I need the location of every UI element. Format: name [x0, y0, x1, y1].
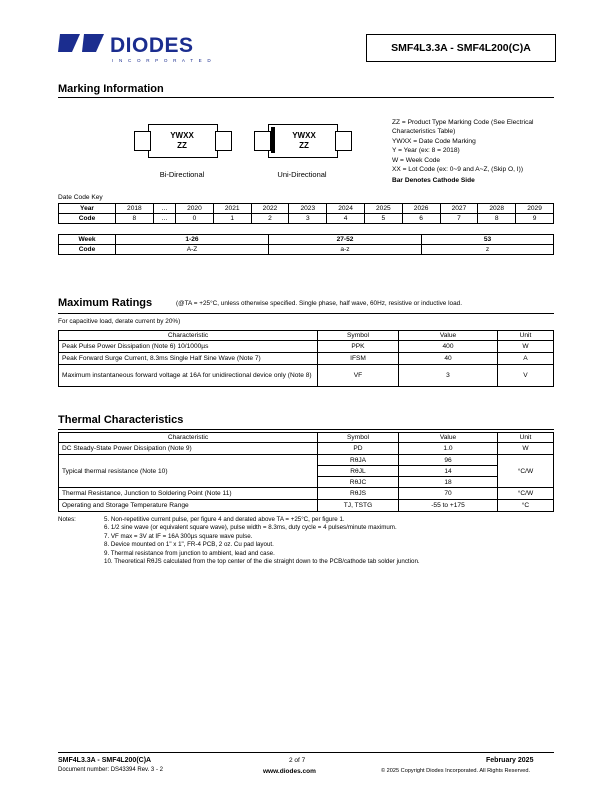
unidir-lead-left [254, 131, 271, 151]
table-row [59, 353, 554, 365]
mr-val-0: 400 [399, 341, 498, 353]
year-code-cell-8: 6 [402, 214, 440, 224]
mr-val-1: 40 [399, 353, 498, 365]
year-cell-10: 2028 [478, 204, 516, 214]
th-sym-2: RθJL [318, 466, 399, 477]
th-unit-4: °C/W [498, 488, 554, 500]
year-code-cell-5: 3 [289, 214, 327, 224]
mr-unit-2: V [498, 365, 554, 387]
th-char-0: DC Steady-State Power Dissipation (Note 9) [59, 443, 318, 455]
year-cell-3: 2021 [213, 204, 251, 214]
logo-subtext: I N C O R P O R A T E D [112, 58, 213, 63]
unidir-lead-right [335, 131, 352, 151]
unidir-mark-line2: ZZ [299, 141, 309, 150]
year-cell-4: 2022 [251, 204, 289, 214]
legend-line-0: ZZ = Product Type Marking Code (See Electrical [392, 119, 534, 126]
table-row-year [59, 204, 554, 214]
marking-legend [392, 118, 572, 186]
unidir-caption: Uni-Directional [277, 170, 327, 179]
table-header-row [59, 331, 554, 341]
mr-char-2: Maximum instantaneous forward voltage at 16A for unidirectional device only (Note 8) [59, 365, 318, 387]
th-sym-1: RθJA [318, 455, 399, 466]
thermal-table [58, 432, 554, 512]
footer-copyright: © 2025 Copyright Diodes Incorporated. All Rights Reserved. [381, 768, 531, 774]
week-row-label: Week [59, 235, 116, 245]
table-row [59, 500, 554, 512]
year-cell-9: 2027 [440, 204, 478, 214]
year-code-cell-2: 0 [176, 214, 214, 224]
mr-unit-1: A [498, 353, 554, 365]
footer-document-number: Document number: DS43394 Rev. 3 - 2 [58, 767, 163, 773]
week-code-cell-0: A-Z [116, 245, 269, 255]
table-row [59, 488, 554, 500]
note-item: 8. Device mounted on 1" x 1", FR-4 PCB, 2 oz. Cu pad layout. [104, 541, 274, 549]
year-cell-1: … [153, 204, 175, 214]
date-code-key-label: Date Code Key [58, 194, 103, 201]
mr-char-0: Peak Pulse Power Dissipation (Note 6) 10/1000µs [59, 341, 318, 353]
year-code-cell-1: … [153, 214, 175, 224]
th-header-0: Characteristic [59, 433, 318, 443]
year-cell-0: 2018 [116, 204, 154, 214]
th-char-1: Typical thermal resistance (Note 10) [59, 455, 318, 488]
note-item: 5. Non-repetitive current pulse, per figure 4 and derated above TA = +25°C, per figure 1. [104, 516, 345, 523]
legend-line-1: Characteristics Table) [392, 128, 456, 136]
year-cell-2: 2020 [176, 204, 214, 214]
year-cell-8: 2026 [402, 204, 440, 214]
table-row-week-code [59, 245, 554, 255]
part-number-text: SMF4L3.3A - SMF4L200(C)A [391, 42, 531, 54]
th-char-5: Operating and Storage Temperature Range [59, 500, 318, 512]
logo-wordmark: DIODES [110, 34, 194, 57]
mr-sym-1: IFSM [318, 353, 399, 365]
th-sym-4: RθJS [318, 488, 399, 500]
mr-header-0: Characteristic [59, 331, 318, 341]
footer-divider [58, 752, 554, 753]
mr-header-2: Value [399, 331, 498, 341]
week-cell-2: 53 [422, 235, 554, 245]
unidir-mark-line1: YWXX [292, 131, 316, 140]
table-row [59, 455, 554, 466]
mr-unit-0: W [498, 341, 554, 353]
bidir-caption: Bi-Directional [159, 170, 205, 179]
th-val-0: 1.0 [399, 443, 498, 455]
th-header-3: Unit [498, 433, 554, 443]
year-code-row-label: Code [59, 214, 116, 224]
max-ratings-condition: (@TA = +25°C, unless otherwise specified. Single phase, half wave, 60Hz, resistive or inductive load. [176, 300, 462, 307]
th-val-4: 70 [399, 488, 498, 500]
table-row-week [59, 235, 554, 245]
th-unit-0: W [498, 443, 554, 455]
logo-text-block [58, 34, 218, 63]
footer-part-range: SMF4L3.3A - SMF4L200(C)A [58, 757, 152, 764]
th-unit-5: °C [498, 500, 554, 512]
legend-line-4: W = Week Code [392, 156, 441, 164]
year-code-cell-7: 5 [364, 214, 402, 224]
bidir-mark-line1: YWXX [170, 131, 194, 140]
table-header-row [59, 433, 554, 443]
year-code-cell-10: 8 [478, 214, 516, 224]
year-cell-5: 2023 [289, 204, 327, 214]
th-header-2: Value [399, 433, 498, 443]
footer-website[interactable]: www.diodes.com [263, 768, 316, 775]
th-char-4: Thermal Resistance, Junction to Soldering Point (Note 11) [59, 488, 318, 500]
mr-val-2: 3 [399, 365, 498, 387]
week-code-cell-2: z [422, 245, 554, 255]
table-row-year-code [59, 214, 554, 224]
mr-sym-0: PPK [318, 341, 399, 353]
year-code-table [58, 203, 554, 224]
week-cell-1: 27-52 [269, 235, 422, 245]
table-row [59, 341, 554, 353]
note-item: 7. VF max = 3V at IF = 16A 300µs square wave pulse. [104, 532, 253, 540]
th-unit-1: °C/W [498, 455, 554, 488]
year-code-cell-11: 9 [516, 214, 554, 224]
year-code-cell-6: 4 [327, 214, 365, 224]
year-row-label: Year [59, 204, 116, 214]
week-code-table [58, 234, 554, 255]
divider-marking [58, 97, 554, 98]
th-val-1: 96 [399, 455, 498, 466]
footer-date: February 2025 [486, 757, 534, 764]
note-item: 9. Thermal resistance from junction to ambient, lead and case. [104, 549, 275, 557]
legend-line-2: YWXX = Date Code Marking [392, 137, 476, 145]
year-code-cell-3: 1 [213, 214, 251, 224]
legend-line-3: Y = Year (ex: 8 = 2018) [392, 147, 460, 155]
part-number-box [366, 34, 556, 62]
week-code-cell-1: a-z [269, 245, 422, 255]
th-header-1: Symbol [318, 433, 399, 443]
year-cell-11: 2029 [516, 204, 554, 214]
year-code-cell-0: 8 [116, 214, 154, 224]
divider-thermal [58, 429, 554, 430]
year-cell-6: 2024 [327, 204, 365, 214]
max-ratings-table [58, 330, 554, 387]
year-cell-7: 2025 [364, 204, 402, 214]
notes-label: Notes: [58, 516, 76, 523]
week-cell-0: 1-26 [116, 235, 269, 245]
table-row [59, 443, 554, 455]
th-sym-3: RθJC [318, 477, 399, 488]
footer-page-number: 2 of 7 [289, 757, 306, 764]
section-title-marking: Marking Information [58, 83, 164, 95]
legend-line-5: XX = Lot Code (ex: 0~9 and A~Z, (Skip O, I)) [392, 166, 524, 174]
notes-list [104, 516, 554, 566]
th-sym-0: PD [318, 443, 399, 455]
mr-header-1: Symbol [318, 331, 399, 341]
year-code-cell-4: 2 [251, 214, 289, 224]
year-code-cell-9: 7 [440, 214, 478, 224]
bidir-mark-line2: ZZ [177, 141, 187, 150]
mr-char-1: Peak Forward Surge Current, 8.3ms Single Half Sine Wave (Note 7) [59, 353, 318, 365]
legend-cathode-note: Bar Denotes Cathode Side [392, 177, 475, 185]
th-val-3: 18 [399, 477, 498, 488]
section-title-thermal: Thermal Characteristics [58, 414, 184, 426]
table-row [59, 365, 554, 387]
note-item: 10. Theoretical RθJS calculated from the top center of the die straight down to the PCB/cathode tab solder junction. [104, 558, 420, 566]
week-code-row-label: Code [59, 245, 116, 255]
th-val-5: -55 to +175 [399, 500, 498, 512]
th-sym-5: TJ, TSTG [318, 500, 399, 512]
divider-max-ratings [58, 313, 554, 314]
mr-sym-2: VF [318, 365, 399, 387]
note-item: 6. 1/2 sine wave (or equivalent square wave), pulse width = 8.3ms, duty cycle = 4 pulses/minute maximum. [104, 524, 397, 532]
section-title-max-ratings: Maximum Ratings [58, 297, 153, 309]
max-ratings-condition2: For capacitive load, derate current by 20%) [58, 318, 181, 325]
mr-header-3: Unit [498, 331, 554, 341]
th-val-2: 14 [399, 466, 498, 477]
bidir-lead-right [215, 131, 232, 151]
